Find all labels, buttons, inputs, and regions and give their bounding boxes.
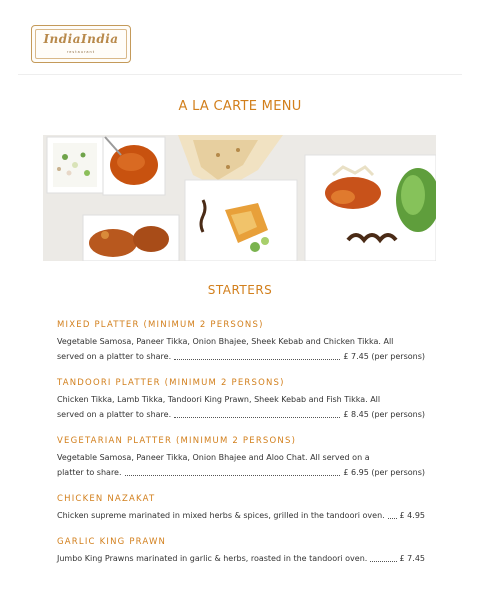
menu-item-price: £ 7.45 bbox=[399, 554, 425, 563]
menu-item-name: TANDOORI PLATTER (MINIMUM 2 PERSONS) bbox=[57, 378, 285, 388]
menu-item-description-end: served on a platter to share. bbox=[57, 352, 172, 361]
menu-item-price: £ 7.45 (per persons) bbox=[343, 352, 425, 361]
menu-item bbox=[57, 320, 425, 364]
menu-item-description: Chicken supreme marinated in mixed herbs & spices, grilled in the tandoori oven. bbox=[57, 511, 385, 520]
menu-item-price: £ 4.95 bbox=[399, 511, 425, 520]
menu-item-price: £ 8.45 (per persons) bbox=[343, 410, 425, 419]
menu-item-name: GARLIC KING PRAWN bbox=[57, 537, 167, 547]
menu-item-description: Vegetable Samosa, Paneer Tikka, Onion Bhajee and Aloo Chat. All served on a bbox=[57, 453, 370, 462]
menu-item-description: Vegetable Samosa, Paneer Tikka, Onion Bhajee, Sheek Kebab and Chicken Tikka. All bbox=[57, 337, 394, 346]
header-divider bbox=[18, 74, 462, 75]
dot-leader bbox=[370, 560, 396, 562]
food-photo bbox=[43, 135, 436, 261]
menu-item-description: Chicken Tikka, Lamb Tikka, Tandoori King Prawn, Sheek Kebab and Fish Tikka. All bbox=[57, 395, 381, 404]
logo-wordmark: IndiaIndia bbox=[43, 32, 119, 46]
logo-tagline: restaurant bbox=[66, 50, 96, 54]
menu-item bbox=[57, 494, 425, 523]
menu-item-description-end: platter to share. bbox=[57, 468, 122, 477]
page-title: A LA CARTE MENU bbox=[178, 99, 302, 114]
menu-item bbox=[57, 378, 425, 422]
menu-item-description-end: served on a platter to share. bbox=[57, 410, 172, 419]
restaurant-logo[interactable] bbox=[31, 25, 131, 63]
menu-item-name: MIXED PLATTER (MINIMUM 2 PERSONS) bbox=[57, 320, 264, 330]
menu-item bbox=[57, 537, 425, 566]
section-title-starters: STARTERS bbox=[207, 283, 273, 297]
dot-leader bbox=[174, 416, 340, 418]
menu-item-description: Jumbo King Prawns marinated in garlic & herbs, roasted in the tandoori oven. bbox=[57, 554, 368, 563]
menu-item-name: CHICKEN NAZAKAT bbox=[57, 494, 156, 504]
menu-item-name: VEGETARIAN PLATTER (MINIMUM 2 PERSONS) bbox=[57, 436, 297, 446]
dot-leader bbox=[174, 358, 340, 360]
dot-leader bbox=[388, 517, 397, 519]
menu-item-price: £ 6.95 (per persons) bbox=[343, 468, 425, 477]
dot-leader bbox=[125, 474, 341, 476]
menu-item bbox=[57, 436, 425, 480]
